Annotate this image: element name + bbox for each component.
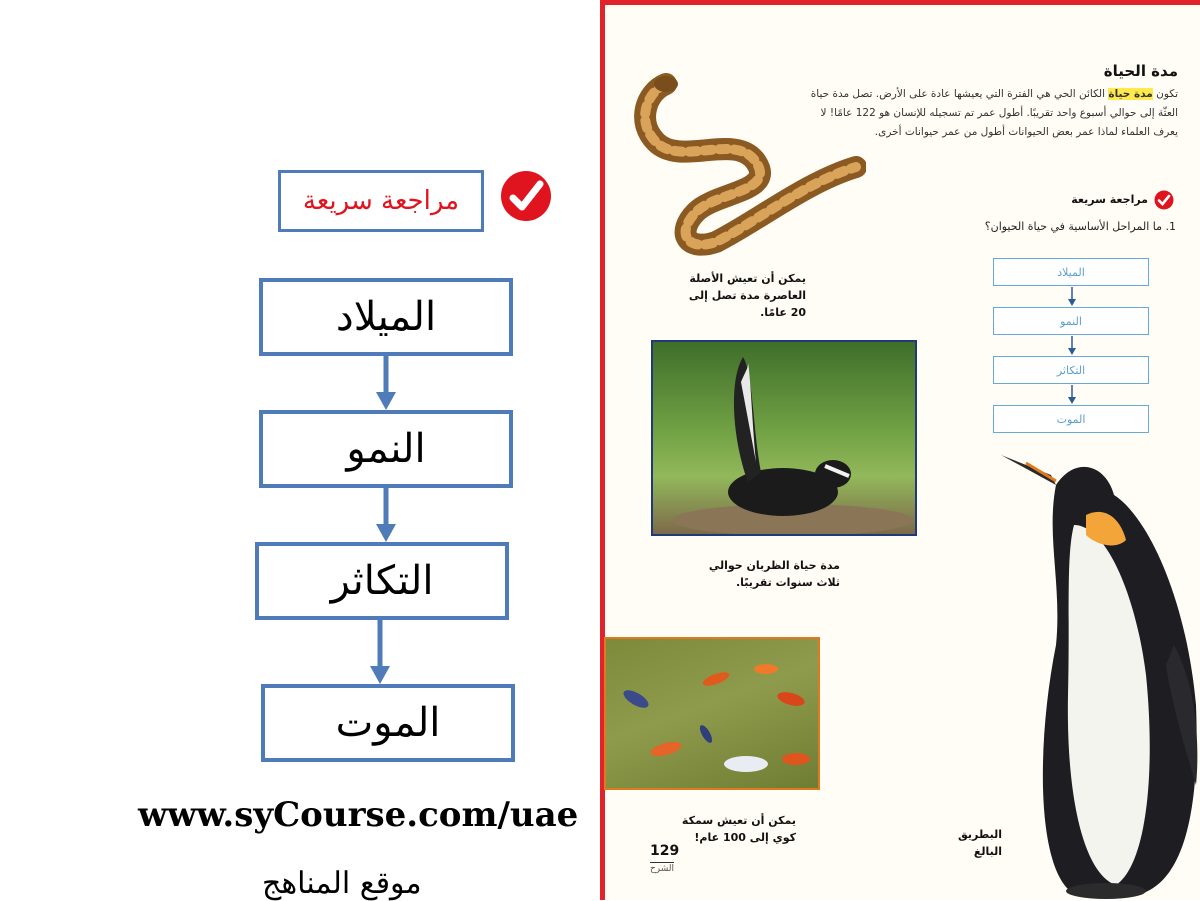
lifespan-paragraph: تكون مدة حياة الكائن الحي هي الفترة التي يعيشها عادة على الأرض. تصل مدة حياة العثّة إلى حوالي أسبوع واحد تقريبًا. أطول عمر تم تسجيله للإنسان هو 122 عامًا! لا يعرف العلماء لماذا عمر بعض الحيوانات أطول من عمر حيوانات أخرى. (810, 88, 1178, 138)
koi-fish-photo (604, 637, 820, 790)
site-name-arabic: موقع المناهج (262, 866, 422, 901)
stage-growth-box: النمو (259, 410, 513, 488)
mini-stage-box: الميلاد (993, 258, 1149, 286)
page-border (600, 0, 1200, 5)
page-section-label: الشرح (650, 864, 675, 874)
skunk-caption: مدة حياة الظربان حوالي ثلاث سنوات تقريبًا. (708, 559, 840, 589)
skunk-photo (651, 340, 917, 536)
down-arrow-icon (1067, 385, 1077, 405)
down-arrow-icon (374, 356, 398, 412)
section-heading: مدة الحياة (1103, 62, 1178, 80)
highlighted-term: مدة حياة (1108, 88, 1153, 100)
mini-stage-box: الموت (993, 405, 1149, 433)
quick-review-title: مراجعة سريعة (278, 170, 484, 232)
stage-birth-box: الميلاد (259, 278, 513, 356)
check-circle-icon (500, 170, 552, 222)
check-circle-icon (1154, 190, 1174, 210)
stage-death-box: الموت (261, 684, 515, 762)
mini-stage-box: التكاثر (993, 356, 1149, 384)
site-url[interactable]: www.syCourse.com/uae (138, 795, 579, 835)
down-arrow-icon (368, 620, 392, 686)
stage-reproduction-box: التكاثر (255, 542, 509, 620)
quick-review-label: مراجعة سريعة (1071, 193, 1148, 206)
down-arrow-icon (374, 488, 398, 544)
down-arrow-icon (1067, 336, 1077, 356)
penguin-caption: البطريق البالغ (958, 828, 1002, 858)
koi-caption: يمكن أن تعيش سمكة كوي إلى 100 عام! (681, 814, 796, 844)
boa-caption: يمكن أن تعيش الأصلة العاصرة مدة تصل إلى 20 عامًا. (688, 272, 806, 319)
emperor-penguin-image (996, 445, 1200, 900)
page-number: 129 (650, 843, 680, 859)
review-question: 1. ما المراحل الأساسية في حياة الحيوان؟ (984, 220, 1176, 233)
down-arrow-icon (1067, 287, 1077, 307)
mini-stage-box: النمو (993, 307, 1149, 335)
